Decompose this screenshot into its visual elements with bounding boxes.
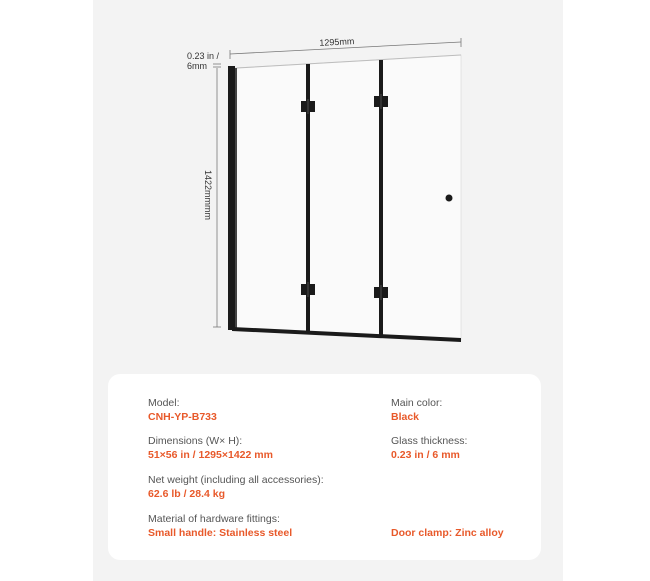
spec-dimensions-label: Dimensions (W× H): [148,435,243,447]
spec-dimensions [148,434,273,462]
spec-net-weight [148,473,324,501]
spec-door-clamp [391,526,504,540]
spec-material-label: Material of hardware fittings: [148,513,280,525]
spec-door-clamp-value: Door clamp: Zinc alloy [391,527,504,539]
hinge-bottom-1 [301,282,315,297]
thickness-label-line1: 0.23 in / [187,51,220,61]
thickness-dimension [187,51,221,71]
spec-material [148,512,292,540]
spec-glass-thickness [391,434,467,462]
spec-glass-thickness-label: Glass thickness: [391,435,468,447]
spec-dimensions-value: 51×56 in / 1295×1422 mm [148,449,273,461]
hinge-top-1 [301,99,315,114]
glass-pane [232,55,461,340]
spec-net-weight-label: Net weight (including all accessories): [148,474,324,486]
thickness-label-line2: 6mm [187,61,207,71]
spec-main-color [391,396,442,424]
spec-model-label: Model: [148,397,180,409]
width-dimension [230,36,461,59]
spec-material-value: Small handle: Stainless steel [148,527,293,539]
wall-profile [228,66,235,330]
spec-model-value: CNH-YP-B733 [148,411,217,423]
spec-main-color-value: Black [391,411,420,423]
spec-net-weight-value: 62.6 lb / 28.4 kg [148,488,226,500]
hinge-top-2 [374,94,388,109]
width-dimension-label: 1295mm [319,36,355,48]
spec-main-color-label: Main color: [391,397,443,409]
height-dimension-label: 1422mmmm [203,169,213,221]
height-dimension [203,68,221,327]
spec-glass-thickness-value: 0.23 in / 6 mm [391,449,460,461]
hinge-bottom-2 [374,285,388,300]
door-handle [446,195,453,202]
spec-model [148,396,217,424]
